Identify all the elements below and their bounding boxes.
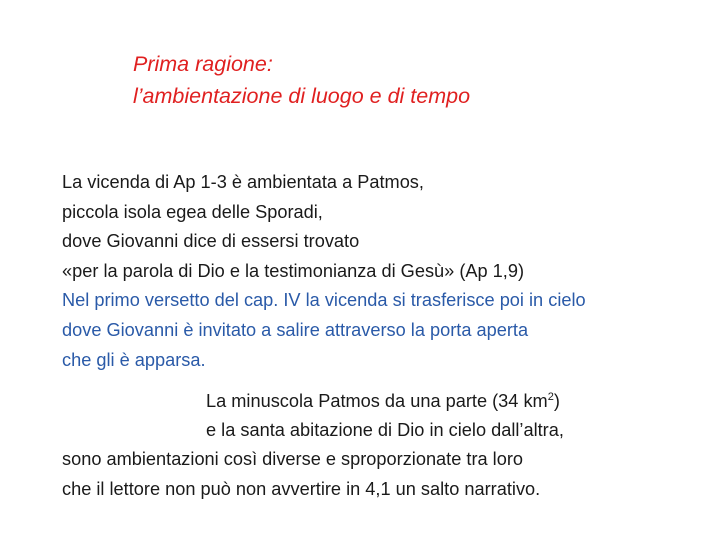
closing-line-1-end: )	[553, 391, 560, 411]
closing-paragraph	[62, 387, 714, 504]
closing-line-1-text: La minuscola Patmos da una parte (34 km	[206, 391, 548, 411]
title-line-2: l’ambientazione di luogo e di tempo	[133, 84, 471, 108]
body-blue-line-1: Nel primo versetto del cap. IV la vicenda si trasferisce poi in cielo	[62, 290, 586, 311]
body-line-1: La vicenda di Ap 1-3 è ambientata a Patmos,	[62, 172, 424, 192]
closing-line-2: e la santa abitazione di Dio in cielo dall’altra,	[206, 420, 564, 441]
body-line-3: dove Giovanni dice di essersi trovato	[62, 231, 360, 252]
body-line-2: piccola isola egea delle Sporadi,	[62, 201, 323, 222]
closing-line-3: sono ambientazioni così diverse e sproporzionate tra loro	[62, 449, 524, 470]
body-blue-line-2: dove Giovanni è invitato a salire attraverso la porta aperta	[62, 319, 529, 340]
body-blue-line-3: che gli è apparsa.	[62, 349, 206, 370]
superscript-two: 2	[547, 390, 554, 403]
body-text	[62, 168, 714, 375]
title-line-1: Prima ragione:	[133, 52, 273, 76]
body-line-4: «per la parola di Dio e la testimonianza di Gesù» (Ap 1,9)	[62, 260, 525, 281]
slide-title	[133, 48, 693, 112]
closing-line-1	[62, 387, 714, 416]
closing-line-4: che il lettore non può non avvertire in 4,1 un salto narrativo.	[62, 478, 541, 499]
